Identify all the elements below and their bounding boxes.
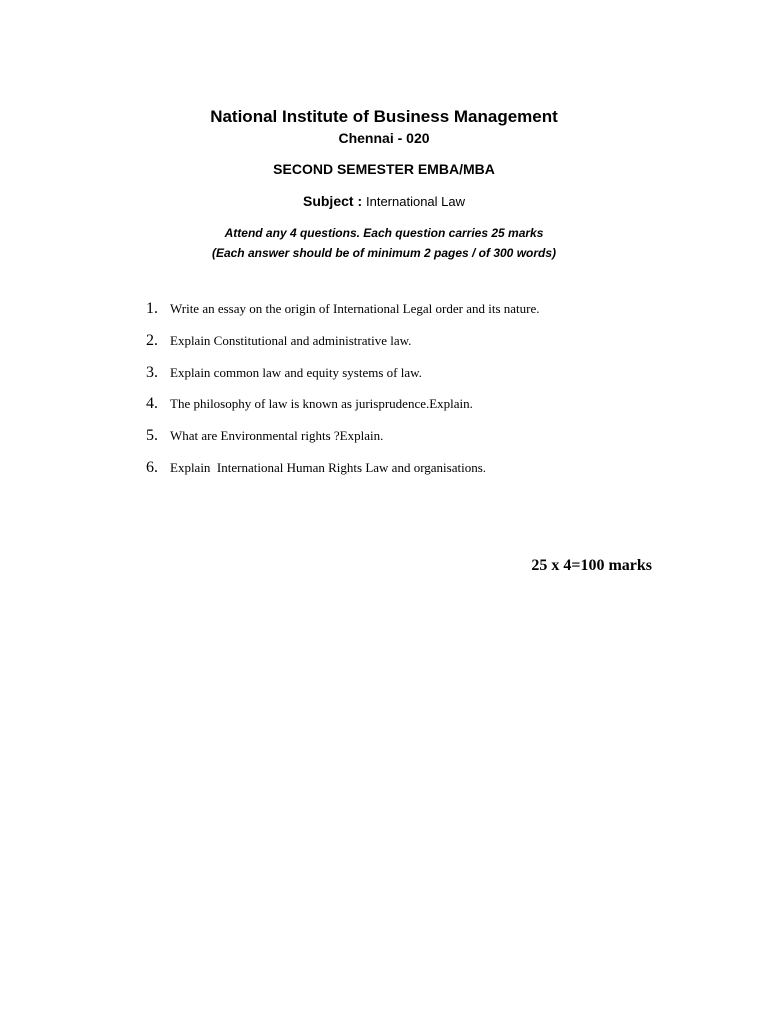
subject-line xyxy=(0,193,768,209)
question-item xyxy=(146,395,746,427)
question-number: 6. xyxy=(146,458,158,476)
question-item xyxy=(146,300,746,332)
total-marks: 25 x 4=100 marks xyxy=(531,557,652,574)
question-item xyxy=(146,427,746,459)
question-number: 5. xyxy=(146,427,158,445)
institution-title: National Institute of Business Management xyxy=(210,107,558,126)
minimum-length-instruction: (Each answer should be of minimum 2 pages / of 300 words) xyxy=(211,246,557,260)
question-number: 1. xyxy=(146,300,158,317)
question-text: The philosophy of law is known as jurisprudence.Explain. xyxy=(170,396,473,412)
question-list xyxy=(146,300,746,491)
question-text: Explain International Human Rights Law and organisations. xyxy=(170,459,487,475)
subject-label: Subject : xyxy=(302,193,363,209)
question-number: 4. xyxy=(146,395,158,413)
question-number: 2. xyxy=(146,331,158,349)
question-number: 3. xyxy=(146,363,158,381)
subject-value: International Law xyxy=(366,194,466,209)
question-item xyxy=(146,332,746,364)
semester-heading: SECOND SEMESTER EMBA/MBA xyxy=(273,161,495,177)
attend-instruction: Attend any 4 questions. Each question carries 25 marks xyxy=(224,226,544,240)
institution-location: Chennai - 020 xyxy=(338,130,430,146)
question-item xyxy=(146,459,746,491)
question-text: Explain common law and equity systems of law. xyxy=(170,364,422,380)
question-text: Explain Constitutional and administrative law. xyxy=(170,332,412,348)
question-text: What are Environmental rights ?Explain. xyxy=(170,428,384,444)
question-item xyxy=(146,364,746,396)
question-text: Write an essay on the origin of International Legal order and its nature. xyxy=(170,301,540,316)
